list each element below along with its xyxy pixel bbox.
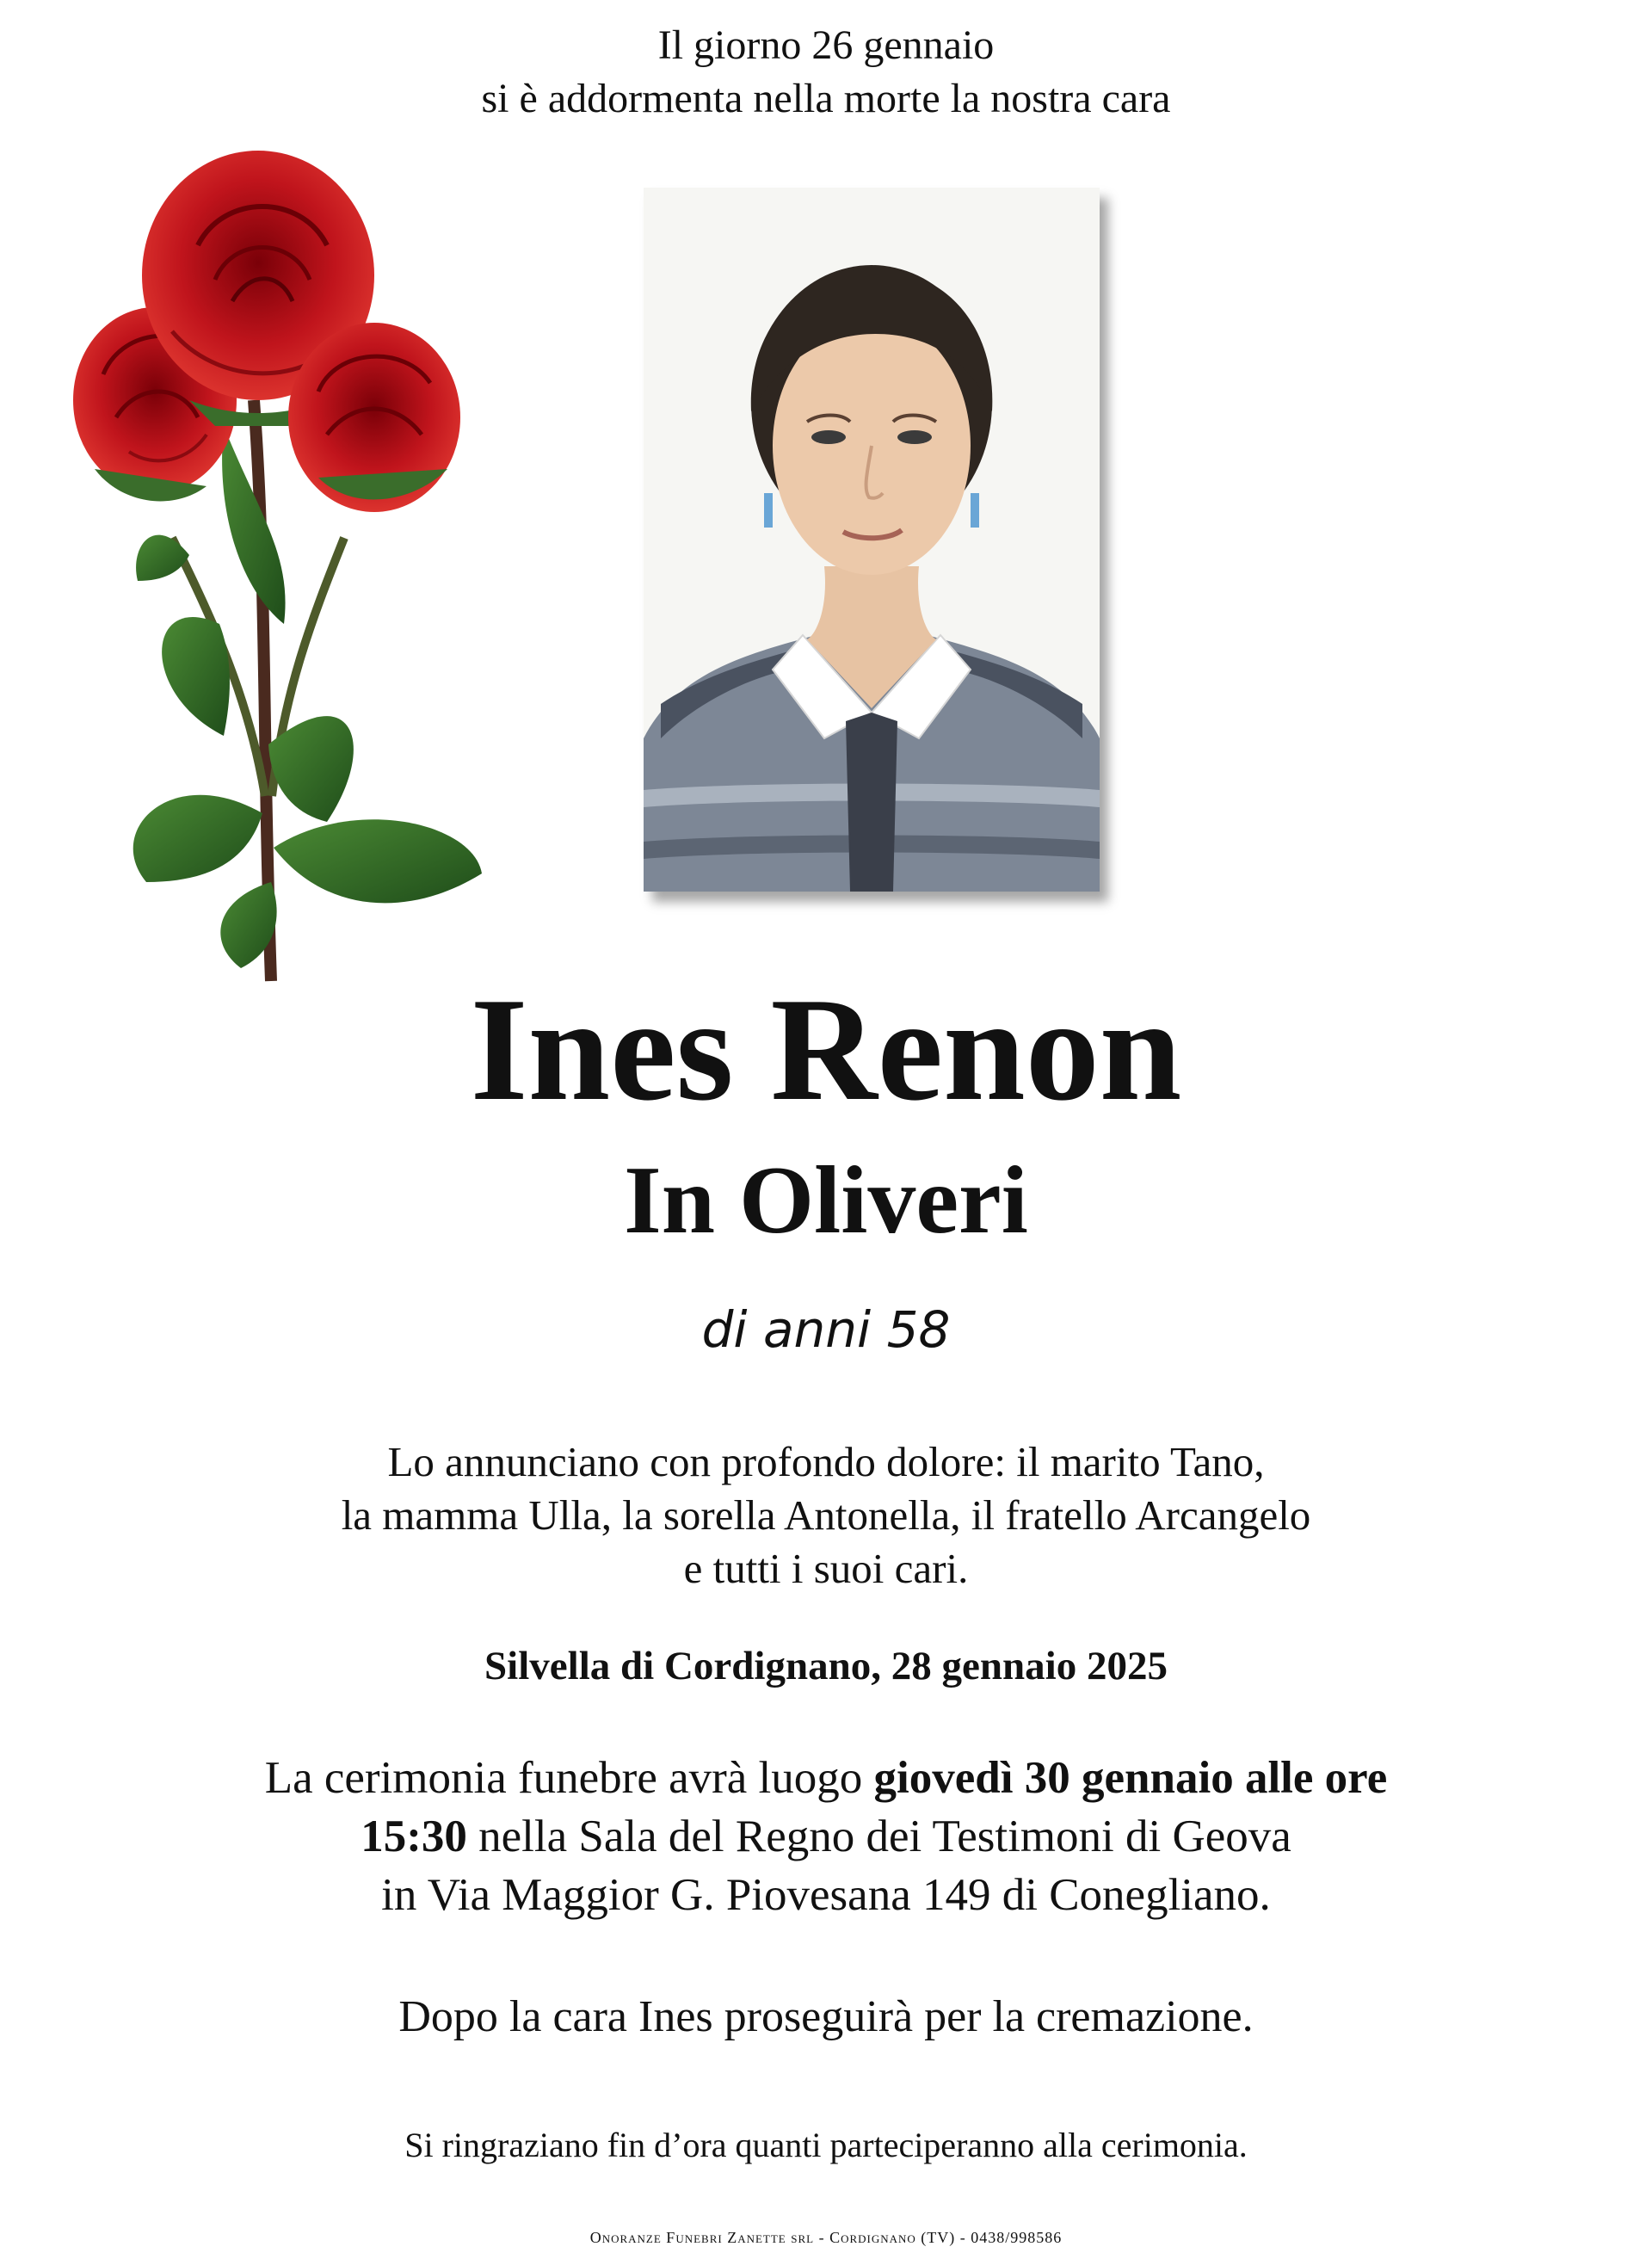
announcement-line-1: Lo annunciano con profondo dolore: il marito Tano, xyxy=(387,1438,1265,1485)
ceremony-line-1 xyxy=(0,1749,1652,1807)
red-roses-icon xyxy=(69,142,516,985)
age-text: di anni 58 xyxy=(701,1300,951,1359)
thanks-text: Si ringraziano fin d’ora quanti parteciperanno alla cerimonia. xyxy=(404,2126,1248,2164)
ceremony-line-2 xyxy=(0,1807,1652,1866)
intro-line-2: si è addormenta nella morte la nostra cara xyxy=(481,76,1171,121)
after-text: Dopo la cara Ines proseguirà per la cremazione. xyxy=(398,1992,1254,2041)
announcement xyxy=(0,1435,1652,1595)
ceremony-info xyxy=(0,1749,1652,1924)
footer-text: Onoranze Funebri Zanette srl - Cordignano (TV) - 0438/998586 xyxy=(589,2229,1063,2246)
ceremony-time: 15:30 xyxy=(361,1812,467,1861)
ceremony-line-3: in Via Maggior G. Piovesana 149 di Conegliano. xyxy=(381,1870,1271,1920)
married-name: In Oliveri xyxy=(624,1147,1028,1254)
ceremony-date: giovedì 30 gennaio alle ore xyxy=(873,1753,1388,1803)
ceremony-text-2: nella Sala del Regno dei Testimoni di Geova xyxy=(466,1812,1291,1861)
intro-line-1: Il giorno 26 gennaio xyxy=(657,22,995,68)
ceremony-text-1: La cerimonia funebre avrà luogo xyxy=(264,1753,874,1803)
place-date: Silvella di Cordignano, 28 gennaio 2025 xyxy=(484,1644,1168,1688)
announcement-line-3: e tutti i suoi cari. xyxy=(683,1545,969,1592)
intro-text xyxy=(0,19,1652,126)
deceased-name: Ines Renon xyxy=(470,968,1182,1132)
announcement-line-2: la mamma Ulla, la sorella Antonella, il fratello Arcangelo xyxy=(341,1491,1311,1539)
portrait-photo xyxy=(644,188,1100,892)
